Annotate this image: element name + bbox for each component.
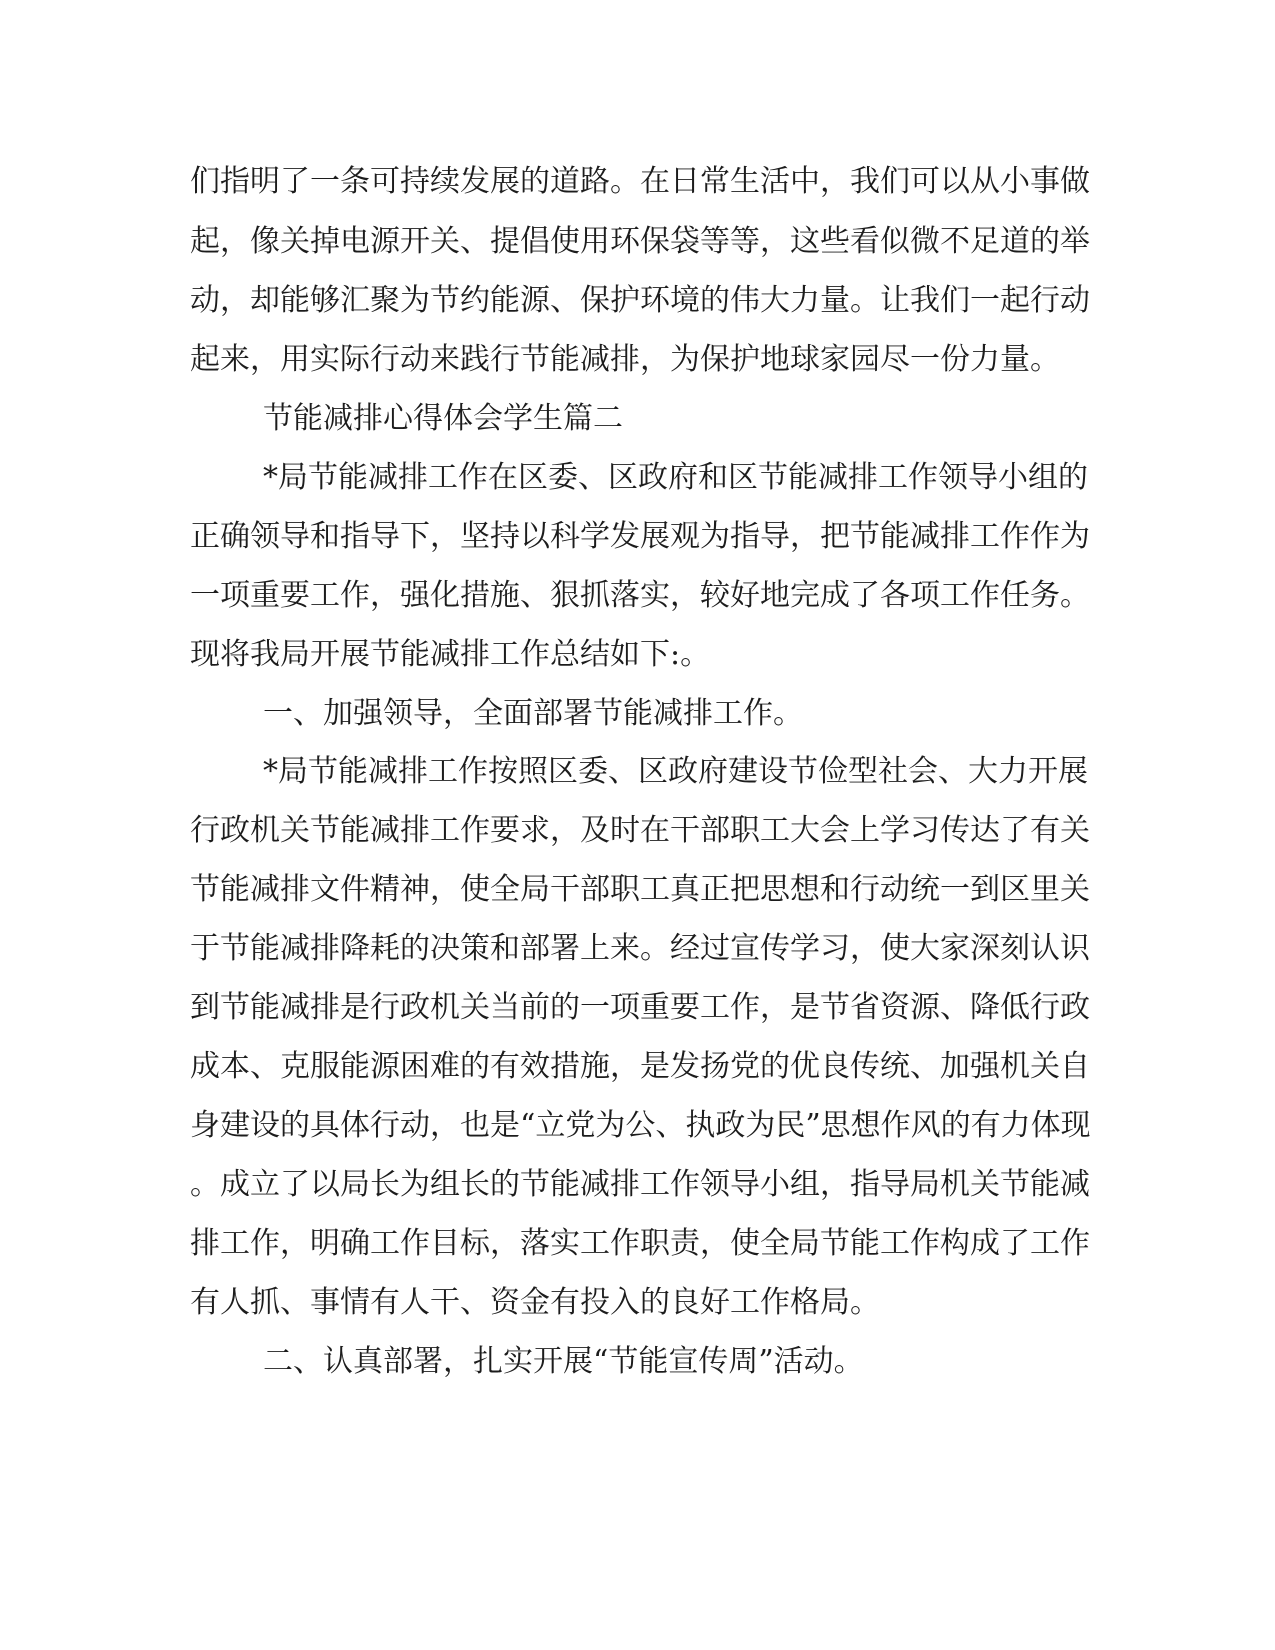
paragraph-line: 到节能减排是行政机关当前的一项重要工作，是节省资源、降低行政 [190,990,1090,1025]
paragraph-line: 。成立了以局长为组长的节能减排工作领导小组，指导局机关节能减 [190,1167,1090,1202]
paragraph-line: 节能减排文件精神，使全局干部职工真正把思想和行动统一到区里关 [190,872,1090,907]
paragraph-line: 排工作，明确工作目标，落实工作职责，使全局节能工作构成了工作 [190,1226,1090,1261]
paragraph-line: *局节能减排工作在区委、区政府和区节能减排工作领导小组的 [263,460,1088,495]
paragraph-line: 有人抓、事情有人干、资金有投入的良好工作格局。 [190,1285,880,1320]
paragraph-line: 起，像关掉电源开关、提倡使用环保袋等等，这些看似微不足道的举 [190,224,1090,259]
paragraph-line: 动，却能够汇聚为节约能源、保护环境的伟大力量。让我们一起行动 [190,283,1090,318]
paragraph-line: 起来，用实际行动来践行节能减排，为保护地球家园尽一份力量。 [190,342,1060,377]
paragraph-line: 们指明了一条可持续发展的道路。在日常生活中，我们可以从小事做 [190,164,1090,199]
section-heading: 一、加强领导，全面部署节能减排工作。 [263,696,803,731]
paragraph-line: 现将我局开展节能减排工作总结如下:。 [190,637,711,672]
section-heading: 二、认真部署，扎实开展“节能宣传周”活动。 [263,1344,864,1379]
paragraph-line: 行政机关节能减排工作要求，及时在干部职工大会上学习传达了有关 [190,813,1090,848]
paragraph-line: 身建设的具体行动，也是“立党为公、执政为民”思想作风的有力体现 [190,1108,1091,1143]
paragraph-line: 于节能减排降耗的决策和部署上来。经过宣传学习，使大家深刻认识 [190,931,1090,966]
paragraph-line: 成本、克服能源困难的有效措施，是发扬党的优良传统、加强机关自 [190,1049,1090,1084]
paragraph-line: 一项重要工作，强化措施、狠抓落实，较好地完成了各项工作任务。 [190,578,1090,613]
section-heading: 节能减排心得体会学生篇二 [263,401,623,436]
paragraph-line: *局节能减排工作按照区委、区政府建设节俭型社会、大力开展 [263,754,1088,789]
paragraph-line: 正确领导和指导下，坚持以科学发展观为指导，把节能减排工作作为 [190,519,1090,554]
